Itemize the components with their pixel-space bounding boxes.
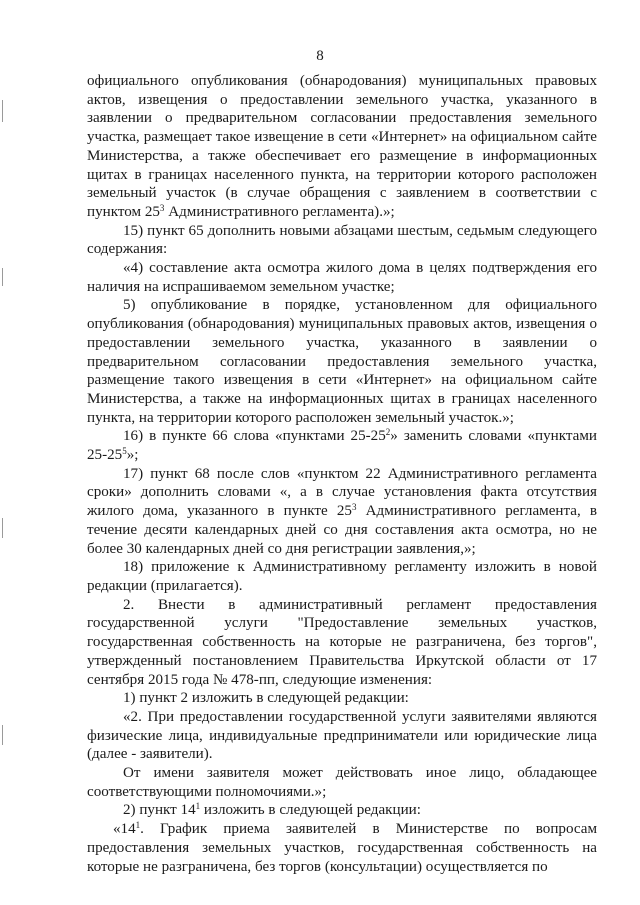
paragraph-p13	[87, 820, 597, 876]
text-run: официального опубликования (обнародования) муниципальных правовых актов, извещения о предоставлении земельного участка, указанного в заявлении о предварительном согласовании предоставления земельного участка, размещает такое извещение в сети «Интернет» на официальном сайте Министерства, а также обеспечивает его размещение в информационных щитах в границах населенного пункта, на территории которого расположен земельный участок (в случае обращения с заявлением в соответствии с пунктом 25	[87, 73, 597, 220]
paragraph-p2	[87, 222, 597, 259]
text-run: Административного регламента, в течение десяти календарных дней со дня составления акта осмотра, но не более 30 календарных дней со дня регистрации заявления,»;	[87, 503, 597, 557]
text-run: 17) пункт 68 после слов «пунктом 22 Административного регламента сроки» дополнить словами «, а в случае установления факта отсутствия жилого дома, указанного в пункте 25	[87, 465, 597, 520]
text-run: «4) составление акта осмотра жилого дома в целях подтверждения его наличия на испрашиваемом земельном участке;	[87, 260, 597, 295]
text-run: 18) приложение к Административному регламенту изложить в новой редакции (прилагается).	[87, 559, 597, 594]
paragraph-p8	[87, 596, 597, 690]
text-run: »;	[126, 447, 139, 464]
text-run: 5) опубликование в порядке, установленном для официального опубликования (обнародования) муниципальных правовых актов, извещения о предоставлении земельного участка, указанного в заявлении о предварительном согласовании предоставления земельного участка, размещение такого извещения в сети «Интернет» на официальном сайте Министерства, а также на информационных щитах в границах населенного пункта, на территории которого расположен земельный участок.»;	[87, 297, 597, 426]
paragraph-p1	[87, 72, 597, 222]
text-run: 16) в пункте 66 слова «пунктами 25-25	[123, 428, 386, 445]
scan-margin-mark	[2, 100, 3, 122]
paragraph-p3	[87, 259, 597, 296]
paragraph-p6	[87, 465, 597, 559]
text-run: 2. Внести в административный регламент предоставления государственной услуги "Предоставление земельных участков, государственная собственность на которые не разграничена, без торгов", утвержденный постановлением Правительства Иркутской области от 17 сентября 2015 года № 478-пп, следующие изменения:	[87, 596, 597, 688]
paragraph-p7	[87, 558, 597, 595]
paragraph-p12	[87, 801, 597, 820]
scan-margin-mark	[2, 518, 3, 538]
text-run: 1) пункт 2 изложить в следующей редакции:	[123, 690, 409, 707]
paragraph-p4	[87, 296, 597, 427]
paragraph-p11	[87, 764, 597, 801]
page-number: 8	[316, 48, 324, 64]
text-run: «14	[113, 821, 136, 838]
text-run: изложить в следующей редакции:	[200, 802, 421, 819]
text-run: Административного регламента).»;	[164, 203, 395, 220]
superscript: 2	[385, 427, 391, 438]
paragraph-p9	[87, 689, 597, 708]
paragraph-p10	[87, 708, 597, 764]
text-run: » заменить словами «пунктами 25-25	[87, 428, 597, 464]
text-run: . График приема заявителей в Министерстве по вопросам предоставления земельных участков, государственная собственность на которые не разграничена, без торгов (консультации) осуществляется по	[87, 821, 597, 875]
superscript: 3	[159, 202, 165, 213]
superscript: 1	[195, 801, 201, 812]
text-run: 15) пункт 65 дополнить новыми абзацами шестым, седьмым следующего содержания:	[87, 222, 597, 258]
scan-margin-mark	[2, 268, 3, 286]
superscript: 3	[351, 502, 357, 513]
document-body	[87, 72, 597, 876]
text-run: «2. При предоставлении государственной услуги заявителями являются физические лица, индивидуальные предприниматели или юридические лица (далее - заявители).	[87, 708, 597, 763]
scan-margin-mark	[2, 725, 3, 745]
text-run: От имени заявителя может действовать иное лицо, обладающее соответствующими полномочиями.»;	[87, 765, 597, 800]
superscript: 1	[135, 820, 141, 831]
superscript: 5	[122, 446, 127, 457]
paragraph-p5	[87, 427, 597, 464]
text-run: 2) пункт 14	[123, 802, 196, 819]
